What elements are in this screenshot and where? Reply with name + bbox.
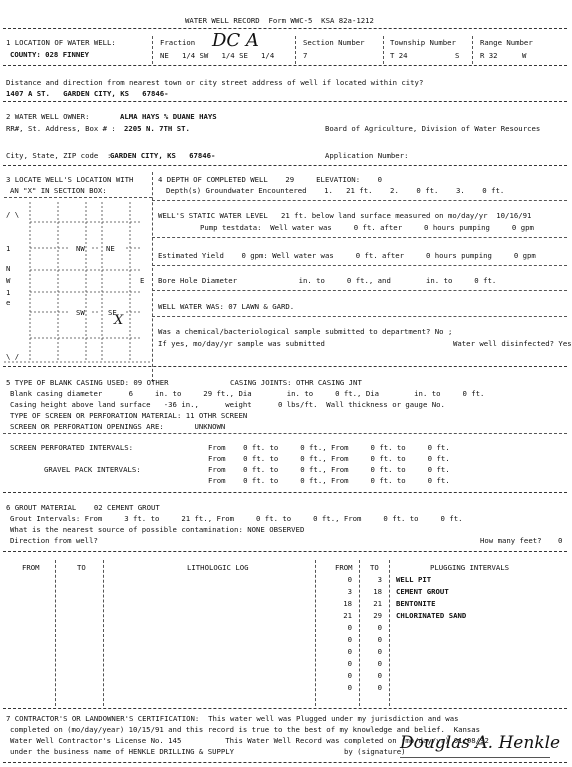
column-rule: [55, 560, 56, 706]
compass-slash-top: / \: [6, 210, 20, 219]
township-number-value: T 24: [390, 51, 408, 60]
plug-to-header: TO: [370, 563, 379, 572]
certification-line-4: under the business name of HENKLE DRILLING & SUPPLY: [10, 747, 235, 756]
quadrant-sw: SW: [76, 308, 85, 317]
perforated-interval-1: From 0 ft. to 0 ft., From 0 ft. to 0 ft.: [208, 443, 450, 452]
address-value: 2205 N. 7TH ST.: [124, 124, 190, 133]
log-row-to: 0: [377, 683, 382, 692]
compass-e-left: e: [6, 298, 11, 307]
estimated-yield: Estimated Yield 0 gpm: Well water was 0 ft. after 0 hours pumping 0 gpm: [158, 251, 536, 260]
quadrant-se: SE: [108, 308, 117, 317]
bore-hole-diameter: Bore Hole Diameter in. to 0 ft., and in. to 0 ft.: [158, 276, 497, 285]
distance-label: Distance and direction from nearest town or city street address of well if located within city?: [6, 78, 424, 87]
section-box-label: AN "X" IN SECTION BOX:: [10, 186, 107, 195]
log-row-to: 0: [377, 659, 382, 668]
column-rule: [315, 560, 316, 706]
column-rule: [389, 560, 390, 706]
log-row-to: 0: [377, 635, 382, 644]
log-row-to: 0: [377, 671, 382, 680]
gravel-interval-1: From 0 ft. to 0 ft., From 0 ft. to 0 ft.: [208, 465, 450, 474]
handwritten-signature: Douglas A. Henkle: [400, 733, 561, 753]
plug-from-header: FROM: [335, 563, 353, 572]
certification-line-1: 7 CONTRACTOR'S OR LANDOWNER'S CERTIFICATION: This water well was Plugged under my jurisdiction and was: [6, 714, 459, 723]
city-value: GARDEN CITY, KS 67846-: [110, 151, 216, 160]
form-title: WATER WELL RECORD Form WWC-5 KSA 82a-1212: [185, 16, 374, 25]
sample-date: If yes, mo/day/yr sample was submitted: [158, 339, 325, 348]
rule: [152, 316, 567, 317]
grout-material: 6 GROUT MATERIAL 02 CEMENT GROUT: [6, 503, 160, 512]
blank-casing-diameter: Blank casing diameter 6 in. to 29 ft., Dia in. to 0 ft., Dia in. to 0 ft.: [10, 389, 485, 398]
screen-material: TYPE OF SCREEN OR PERFORATION MATERIAL: 11 OTHR SCREEN: [10, 411, 248, 420]
log-row-from: 0: [347, 683, 352, 692]
rule: [152, 290, 567, 291]
rule: [400, 757, 550, 758]
log-row-to: 0: [377, 623, 382, 632]
column-rule: [359, 560, 360, 706]
casing-height: Casing height above land surface -36 in., weight 0 lbs/ft. Wall thickness or gauge No.: [10, 400, 445, 409]
log-row-from: 0: [347, 635, 352, 644]
certification-line-3: Water Well Contractor's License No. 145 This Water Well Record was completed on (mo/day/yr) 01/08/92: [10, 736, 489, 745]
rule: [3, 433, 567, 434]
log-row-to: 18: [373, 587, 382, 596]
log-from-header: FROM: [22, 563, 40, 572]
owner-label: 2 WATER WELL OWNER:: [6, 112, 90, 121]
log-row-from: 21: [343, 611, 352, 620]
compass-e: E: [140, 276, 145, 285]
screen-openings: SCREEN OR PERFORATION OPENINGS ARE: UNKNOWN: [10, 422, 226, 431]
location-x-mark: X: [114, 313, 124, 328]
section-number-value: 7: [303, 51, 308, 60]
log-row-from: 0: [347, 647, 352, 656]
groundwater-depths: Depth(s) Groundwater Encountered 1. 21 ft. 2. 0 ft. 3. 0 ft.: [166, 186, 505, 195]
log-row-desc: WELL PIT: [396, 575, 432, 584]
certification-line-2: completed on (mo/day/year) 10/15/91 and this record is true to the best of my knowledge and belief. Kansas: [10, 725, 481, 734]
log-row-from: 0: [347, 659, 352, 668]
pump-testdata: Pump testdata: Well water was 0 ft. after 0 hours pumping 0 gpm: [200, 223, 534, 232]
quadrant-ne: NE: [106, 244, 115, 253]
log-row-desc: CHLORINATED SAND: [396, 611, 467, 620]
contamination-source: What is the nearest source of possible contamination: NONE OBSERVED: [10, 525, 305, 534]
log-row-to: 21: [373, 599, 382, 608]
section-number-label: Section Number: [303, 38, 365, 47]
well-water-use: WELL WATER WAS: 07 LAWN & GARD.: [158, 302, 295, 311]
rule: [152, 200, 567, 201]
divider: [3, 762, 567, 763]
rule: [152, 237, 567, 238]
signature-label: by (signature): [344, 747, 406, 756]
address-label: RR#, St. Address, Box # :: [6, 124, 116, 133]
range-number-label: Range Number: [480, 38, 533, 47]
gravel-interval-2: From 0 ft. to 0 ft., From 0 ft. to 0 ft.: [208, 476, 450, 485]
log-row-from: 0: [347, 623, 352, 632]
log-row-from: 18: [343, 599, 352, 608]
owner-name: ALMA HAYS % DUANE HAYS: [120, 112, 217, 121]
quadrant-nw: NW: [76, 244, 85, 253]
fraction-value: NE 1/4 SW 1/4 SE 1/4: [160, 51, 275, 60]
disinfected: Water well disinfected? Yes: [453, 339, 572, 348]
distance-value: 1407 A ST. GARDEN CITY, KS 67846-: [6, 89, 169, 98]
static-water-level: WELL'S STATIC WATER LEVEL 21 ft. below land surface measured on mo/day/yr 10/16/91: [158, 211, 532, 220]
grout-intervals: Grout Intervals: From 3 ft. to 21 ft., From 0 ft. to 0 ft., From 0 ft. to 0 ft.: [10, 514, 463, 523]
how-many-feet-value: 0: [558, 536, 563, 545]
range-number-value: R 32: [480, 51, 498, 60]
log-row-desc: BENTONITE: [396, 599, 436, 608]
board-label: Board of Agriculture, Division of Water Resources: [325, 124, 541, 133]
divider: [3, 551, 567, 552]
how-many-feet: How many feet?: [480, 536, 542, 545]
depth-completed: 4 DEPTH OF COMPLETED WELL 29 ELEVATION: 0: [158, 175, 383, 184]
city-label: City, State, ZIP code :: [6, 151, 112, 160]
compass-n: N: [6, 264, 11, 273]
handwritten-annotation: DC A: [212, 30, 259, 51]
compass-w: W: [6, 276, 11, 285]
log-row-to: 3: [377, 575, 382, 584]
lithologic-log-header: LITHOLOGIC LOG: [187, 563, 249, 572]
application-number-label: Application Number:: [325, 151, 409, 160]
log-row-to: 0: [377, 647, 382, 656]
compass-row-1: 1: [6, 244, 11, 253]
county-value: COUNTY: 028 FINNEY: [10, 50, 90, 59]
log-row-from: 3: [347, 587, 352, 596]
chemical-sample: Was a chemical/bacteriological sample submitted to department? No ;: [158, 327, 453, 336]
column-rule: [103, 560, 104, 706]
location-label: 1 LOCATION OF WATER WELL:: [6, 38, 116, 47]
log-row-desc: CEMENT GROUT: [396, 587, 449, 596]
log-to-header: TO: [77, 563, 86, 572]
divider: [3, 708, 567, 709]
divider: [3, 492, 567, 493]
direction-from-well: Direction from well?: [10, 536, 98, 545]
range-direction: W: [522, 51, 527, 60]
perforated-intervals-label: SCREEN PERFORATED INTERVALS:: [10, 443, 134, 452]
locate-well-label: 3 LOCATE WELL'S LOCATION WITH: [6, 175, 134, 184]
casing-type: 5 TYPE OF BLANK CASING USED: 09 OTHER CASING JOINTS: OTHR CASING JNT: [6, 378, 362, 387]
township-direction: S: [455, 51, 460, 60]
plugging-intervals-header: PLUGGING INTERVALS: [430, 563, 510, 572]
perforated-interval-2: From 0 ft. to 0 ft., From 0 ft. to 0 ft.: [208, 454, 450, 463]
log-row-from: 0: [347, 575, 352, 584]
compass-row-1b: 1: [6, 288, 11, 297]
rule: [152, 265, 567, 266]
gravel-pack-label: GRAVEL PACK INTERVALS:: [44, 465, 141, 474]
log-row-to: 29: [373, 611, 382, 620]
township-number-label: Township Number: [390, 38, 456, 47]
log-row-from: 0: [347, 671, 352, 680]
compass-slash-bottom: \ /: [6, 352, 20, 361]
divider: [3, 366, 567, 367]
fraction-label: Fraction: [160, 38, 196, 47]
